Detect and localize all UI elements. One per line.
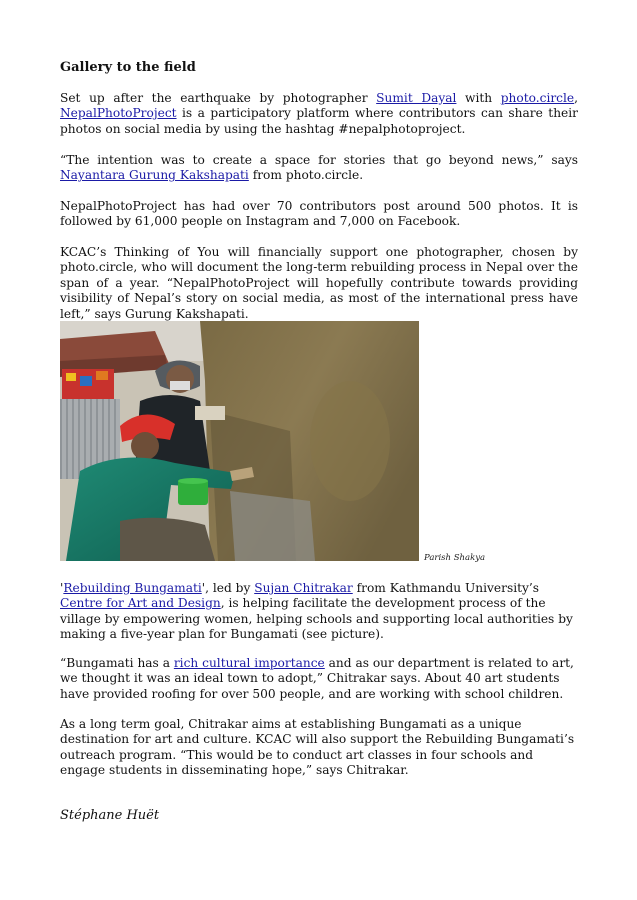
author-signature: Stéphane Huët <box>60 808 160 823</box>
text: Set up after the earthquake by photographer <box>60 91 377 105</box>
text: “The intention was to create a space for stories that go beyond news,” says <box>60 153 578 167</box>
link-rebuilding-bungamati[interactable]: Rebuilding Bungamati <box>63 581 202 595</box>
text: with <box>456 91 501 105</box>
link-photo-circle[interactable]: photo.circle <box>500 91 575 105</box>
link-centre-for-art-and-design[interactable]: Centre for Art and Design <box>60 596 221 611</box>
text: ' <box>60 581 64 595</box>
link-rich-cultural-importance[interactable]: rich cultural importance <box>173 656 325 670</box>
article-heading: Gallery to the field <box>60 60 196 75</box>
photo-credit: Parish Shakya <box>424 553 486 563</box>
paragraph-cultural-importance <box>60 656 578 702</box>
paragraph-kcac: KCAC’s Thinking of You will financially support one photographer, chosen by photo.circle, who will document the long-term rebuilding process in Nepal over the span of a year. “NepalPhotoProject will hopefully contribute towards providing visibility of Nepal’s story on social media, as most of the international press have left,” says Gurung Kakshapati. <box>60 245 578 321</box>
text: , is helping facilitate the development process of the village by empowering women, helping schools and supporting local authorities by making a five-year plan for Bungamati (see picture). <box>60 596 573 642</box>
link-sumit-dayal[interactable]: Sumit Dayal <box>376 91 457 105</box>
link-sujan-chitrakar[interactable]: Sujan Chitrakar <box>254 581 353 595</box>
link-nayantara-gurung-kakshapati[interactable]: Nayantara Gurung Kakshapati <box>60 168 249 183</box>
paragraph-stats: NepalPhotoProject has had over 70 contributors post around 500 photos. It is followed by 61,000 people on Instagram and 7,000 on Facebook. <box>60 199 578 229</box>
paragraph-intro <box>60 91 578 137</box>
paragraph-quote <box>60 153 578 184</box>
text: from Kathmandu University’s <box>352 581 540 595</box>
text: , <box>574 91 578 105</box>
text: “Bungamati has a <box>60 656 174 670</box>
text: is a participatory platform where contributors can share their photos on social media by using the hashtag #nepalphotoproject. <box>60 106 578 136</box>
link-nepal-photo-project[interactable]: NepalPhotoProject <box>60 106 177 121</box>
text: and as our department is related to art, we thought it was an ideal town to adopt,” Chitrakar says. About 40 art students have provided roofing for over 500 people, and are working with school children. <box>60 656 574 701</box>
text: ', led by <box>201 581 255 595</box>
rebuilding-photo <box>60 321 419 561</box>
paragraph-long-term-goal: As a long term goal, Chitrakar aims at establishing Bungamati as a unique destination for art and culture. KCAC will also support the Rebuilding Bungamati’s outreach program. “This would be to conduct art classes in four schools and engage students in disseminating hope,” says Chitrakar. <box>60 717 575 778</box>
text: from photo.circle. <box>248 168 364 183</box>
paragraph-rebuilding-bungamati <box>60 581 578 643</box>
